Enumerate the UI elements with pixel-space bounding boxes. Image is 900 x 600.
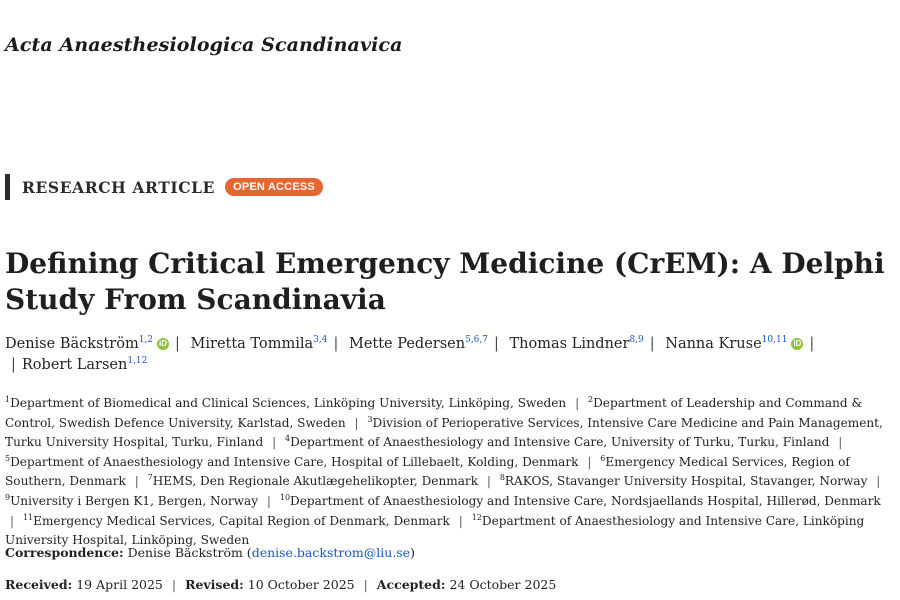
affiliation-text: Department of Anaesthesiology and Intensive Care, Hospital of Lillebaelt, Kolding, Denmark bbox=[10, 454, 579, 469]
affiliation-text: HEMS, Den Regionale Akutlægehelikopter, Denmark bbox=[152, 474, 479, 489]
orcid-icon[interactable]: iD bbox=[159, 339, 168, 348]
author[interactable] bbox=[665, 336, 803, 352]
affiliation-text: Emergency Medical Services, Capital Region of Denmark, Denmark bbox=[33, 513, 450, 528]
affiliation-number: 12 bbox=[471, 512, 482, 522]
affiliation-number: 7 bbox=[147, 473, 153, 483]
author[interactable] bbox=[5, 336, 169, 352]
author-name[interactable]: Denise Bäckström bbox=[5, 336, 139, 352]
article-type-label: RESEARCH ARTICLE bbox=[22, 177, 216, 197]
author-separator: | bbox=[333, 336, 339, 352]
revised-date: 10 October 2025 bbox=[247, 577, 355, 592]
revised-label: Revised: bbox=[185, 577, 244, 592]
author[interactable] bbox=[191, 336, 328, 352]
article-title: Defining Critical Emergency Medicine (CrEM): A Delphi Study From Scandinavia bbox=[5, 247, 885, 316]
received-label: Received: bbox=[5, 577, 73, 592]
author-affiliation-sup[interactable]: 5,6,7 bbox=[465, 335, 488, 346]
author-separator: | bbox=[175, 336, 180, 352]
author-affiliation-sup[interactable]: 3,4 bbox=[313, 335, 328, 346]
affiliation-text: Department of Anaesthesiology and Intensive Care, Nordsjaellands Hospital, Hillerød, Denmark bbox=[290, 493, 881, 508]
correspondence-email-link[interactable]: denise.backstrom@liu.se bbox=[251, 545, 411, 560]
affiliation-text: Department of Leadership and Command & Control, Swedish Defence University, Karlstad, Sweden bbox=[5, 396, 863, 430]
author-affiliation-sup[interactable]: 8,9 bbox=[629, 335, 644, 346]
affiliation-text: Department of Anaesthesiology and Intensive Care, Linköping University Hospital, Linköping, Sweden bbox=[5, 513, 865, 548]
affiliation-text: Department of Biomedical and Clinical Sciences, Linköping University, Linköping, Sweden bbox=[10, 396, 567, 410]
affiliation-item bbox=[5, 455, 579, 469]
author-separator: | bbox=[649, 336, 655, 352]
author-affiliation-sup[interactable]: 1,12 bbox=[127, 356, 148, 367]
type-accent-bar bbox=[5, 174, 10, 200]
affiliation-separator: | bbox=[486, 474, 491, 489]
affiliation-list bbox=[5, 394, 890, 551]
affiliation-text: Department of Anaesthesiology and Intensive Care, University of Turku, Turku, Finland bbox=[290, 435, 830, 450]
affiliation-number: 3 bbox=[367, 414, 373, 424]
author-name[interactable]: Nanna Kruse bbox=[665, 336, 762, 352]
affiliation-number: 6 bbox=[600, 453, 606, 463]
affiliation-separator: | bbox=[838, 435, 843, 450]
affiliation-item bbox=[285, 435, 829, 449]
author-separator: | bbox=[494, 336, 499, 352]
affiliation-separator: | bbox=[134, 474, 139, 489]
affiliation-text: Division of Perioperative Services, Intensive Care Medicine and Pain Management, Turku University Hospital, Turku, Finland bbox=[5, 415, 883, 450]
accepted-label: Accepted: bbox=[376, 577, 446, 592]
author[interactable] bbox=[22, 357, 148, 373]
accepted-date: 24 October 2025 bbox=[449, 577, 557, 592]
affiliation-item bbox=[5, 494, 258, 508]
affiliation-separator: | bbox=[458, 513, 463, 528]
orcid-icon[interactable]: iD bbox=[793, 339, 802, 348]
author-name[interactable]: Robert Larsen bbox=[21, 357, 128, 373]
affiliation-item bbox=[500, 474, 868, 488]
affiliation-item bbox=[23, 514, 450, 528]
received-date: 19 April 2025 bbox=[76, 577, 163, 592]
publication-dates bbox=[5, 577, 556, 592]
affiliation-item bbox=[148, 474, 478, 488]
date-separator: | bbox=[363, 577, 368, 592]
affiliation-separator: | bbox=[272, 435, 277, 450]
author-affiliation-sup[interactable]: 10,11 bbox=[761, 335, 788, 346]
affiliation-separator: | bbox=[587, 454, 592, 469]
affiliation-separator: | bbox=[876, 474, 881, 489]
author-name[interactable]: Thomas Lindner bbox=[509, 336, 630, 352]
author-affiliation-sup[interactable]: 1,2 bbox=[138, 335, 154, 346]
author[interactable] bbox=[510, 336, 644, 352]
author-separator: | bbox=[11, 357, 16, 373]
author-separator: | bbox=[809, 336, 815, 352]
date-separator: | bbox=[171, 577, 177, 592]
affiliation-text: RAKOS, Stavanger University Hospital, Stavanger, Norway bbox=[504, 474, 868, 489]
affiliation-text: Emergency Medical Services, Region of Southern, Denmark bbox=[5, 454, 850, 489]
affiliation-number: 11 bbox=[22, 512, 34, 522]
affiliation-separator: | bbox=[575, 396, 580, 410]
author-name[interactable]: Miretta Tommila bbox=[190, 336, 314, 352]
affiliation-number: 9 bbox=[5, 492, 11, 502]
correspondence-name: Denise Bäckström bbox=[127, 545, 243, 560]
open-access-badge[interactable]: OPEN ACCESS bbox=[225, 178, 323, 196]
affiliation-separator: | bbox=[354, 415, 359, 430]
author-name[interactable]: Mette Pedersen bbox=[348, 336, 466, 352]
affiliation-separator: | bbox=[266, 493, 271, 508]
affiliation-separator: | bbox=[10, 513, 15, 528]
journal-name[interactable]: Acta Anaesthesiologica Scandinavica bbox=[5, 34, 403, 56]
affiliation-number: 10 bbox=[279, 492, 291, 502]
affiliation-number: 5 bbox=[5, 453, 11, 463]
article-type-header bbox=[5, 174, 323, 200]
correspondence-label: Correspondence: bbox=[5, 545, 124, 560]
affiliation-number: 8 bbox=[499, 473, 505, 483]
affiliation-item bbox=[280, 494, 881, 508]
author[interactable] bbox=[349, 336, 488, 352]
correspondence: Correspondence: Denise Bäckström (denise.backstrom@liu.se) bbox=[5, 545, 415, 560]
affiliation-number: 4 bbox=[285, 434, 291, 444]
affiliation-number: 1 bbox=[5, 394, 11, 404]
author-list bbox=[5, 334, 885, 376]
affiliation-text: University i Bergen K1, Bergen, Norway bbox=[10, 493, 259, 508]
affiliation-number: 2 bbox=[588, 394, 594, 404]
affiliation-item bbox=[5, 396, 566, 410]
